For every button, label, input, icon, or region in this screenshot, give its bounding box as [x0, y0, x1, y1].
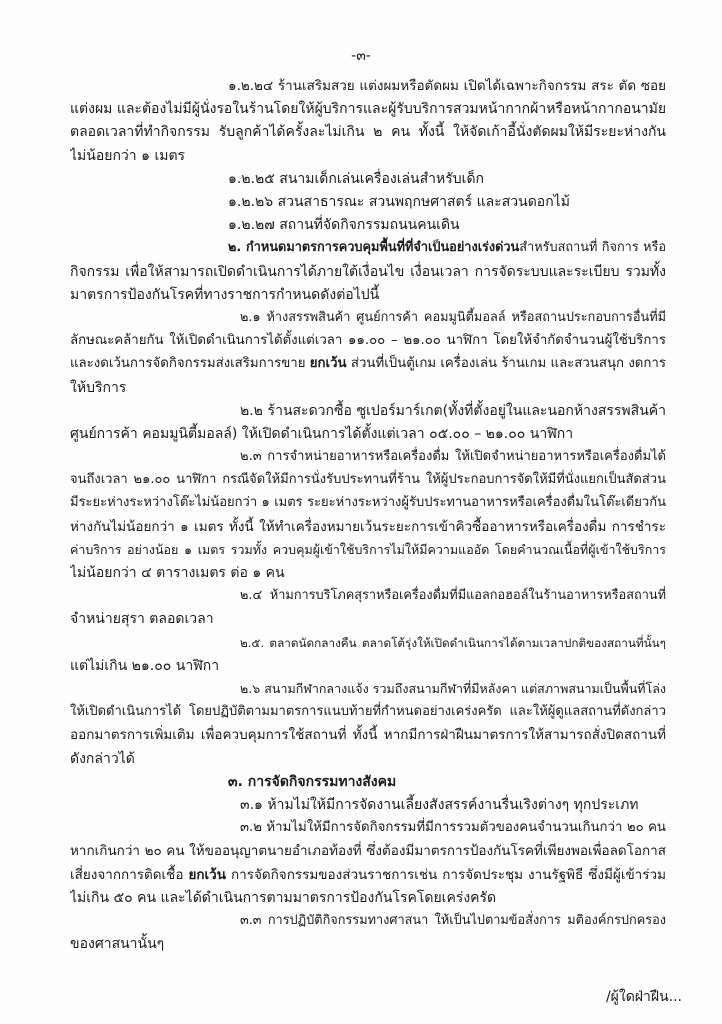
item-2-2-line-1: ๒.๒ ร้านสะดวกซื้อ ซูเปอร์มาร์เกต(ทั้งที่ตั้งอยู่ในและนอกห้างสรรพสินค้า: [240, 403, 666, 419]
clause-2-heading: [228, 236, 666, 260]
item-3-3-line-1: ๓.๓ การปฏิบัติกิจกรรมทางศาสนา ให้เป็นไปตามข้อสั่งการ มติองค์กรปกครอง: [240, 913, 666, 928]
item-2-5-line-1: ๒.๕. ตลาดนัดกลางคืน ตลาดโต้รุ่งให้เปิดดำเนินการได้ตามเวลาปกติของสถานที่นั้นๆ: [240, 636, 666, 650]
item-3-2-line-2: หากเกินกว่า ๒๐ คน ให้ขออนุญาตนายอำเภอท้องที่ ซึ่งต้องมีมาตรการป้องกันโรคที่เพียงพอเพื่อลดโอกาส: [70, 843, 666, 859]
item-3-2-line-4: ไม่เกิน ๕๐ คน และได้ดำเนินการตามมาตรการป้องกันโรคโดยเคร่งครัด: [70, 890, 497, 906]
item-1-2-27: ๑.๒.๒๗ สถานที่จัดกิจกรรมถนนคนเดิน: [228, 217, 460, 233]
item-3-2-except-bold: ยกเว้น: [188, 867, 226, 883]
page-number: -๓-: [351, 48, 371, 64]
item-1-2-26: ๑.๒.๒๖ สวนสาธารณะ สวนพฤกษศาสตร์ และสวนดอกไม้: [228, 194, 570, 210]
item-3-2-line-3-after: การจัดกิจกรรมของส่วนราชการเช่น การจัดประชุม งานรัฐพิธี ซึ่งมีผู้เข้าร่วม: [225, 867, 666, 883]
item-2-1-except-bold: ยกเว้น: [309, 356, 347, 371]
item-2-3-line-3: มีระยะห่างระหว่างโต๊ะไม่น้อยกว่า ๑ เมตร ระยะห่างระหว่างผู้รับประทานอาหารหรือเครื่องดื่มในโต๊ะเดียวกัน: [70, 495, 666, 510]
item-2-6-line-3: ออกมาตรการเพิ่มเติม เพื่อควบคุมการใช้สถานที่ ทั้งนี้ หากมีการฝ่าฝืนมาตรการให้สามารถสั่งปิดสถานที่: [70, 727, 666, 743]
item-1-2-25: ๑.๒.๒๕ สนามเด็กเล่นเครื่องเล่นสำหรับเด็ก: [228, 171, 485, 187]
item-2-3-line-4: ห่างกันไม่น้อยกว่า ๑ เมตร ทั้งนี้ ให้ทำเครื่องหมายเว้นระยะการเข้าคิวซื้ออาหารหรือเครื่องดื่ม การชำระ: [70, 519, 666, 535]
item-2-3-line-5: ค่าบริการ อย่างน้อย ๑ เมตร รวมทั้ง ควบคุมผู้เข้าใช้บริการไม่ให้มีความแออัด โดยคำนวณเนื้อที่ผู้เข้าใช้บริการ: [70, 542, 666, 557]
item-2-3-line-1: ๒.๓ การจำหน่ายอาหารหรือเครื่องดื่ม ให้เปิดจำหน่ายอาหารหรือเครื่องดื่มได้: [240, 449, 666, 464]
clause-3-heading: ๓. การจัดกิจกรรมทางสังคม: [228, 774, 397, 790]
item-2-2-line-2: ศูนย์การค้า คอมมูนิตี้มอลล์) ให้เปิดดำเนินการได้ตั้งแต่เวลา ๐๕.๐๐ – ๒๑.๐๐ นาฬิกา: [70, 426, 574, 442]
item-2-5-line-2: แต่ไม่เกิน ๒๑.๐๐ นาฬิกา: [70, 658, 220, 674]
item-2-6-line-4: ดังกล่าวได้: [70, 751, 135, 767]
item-1-2-24-line-1: ๑.๒.๒๔ ร้านเสริมสวย แต่งผมหรือตัดผม เปิดได้เฉพาะกิจกรรม สระ ตัด ซอย: [228, 78, 666, 94]
item-3-2-line-3: [70, 863, 666, 887]
item-1-2-24-line-2: แต่งผม และต้องไม่มีผู้นั่งรอในร้านโดยให้ผู้บริการและผู้รับบริการสวมหน้ากากผ้าหรือหน้ากากอนามัย: [70, 101, 666, 117]
item-2-4-line-1: ๒.๔ ห้ามการบริโภคสุราหรือเครื่องดื่มที่มีแอลกอฮอล์ในร้านอาหารหรือสถานที่: [240, 588, 666, 603]
item-1-2-24-line-3: ตลอดเวลาที่ทำกิจกรรม รับลูกค้าได้ครั้งละไม่เกิน ๒ คน ทั้งนี้ ให้จัดเก้าอี้นั่งตัดผมให้มีระยะห่างกัน: [70, 124, 666, 140]
item-2-6-line-2: ให้เปิดดำเนินการได้ โดยปฏิบัติตามมาตรการแนบท้ายที่กำหนดอย่างเคร่งครัด และให้ผู้ดูแลสถานที่ดังกล่าว: [70, 704, 666, 719]
item-2-1-line-2: ลักษณะคล้ายกัน ให้เปิดดำเนินการได้ตั้งแต่เวลา ๑๑.๐๐ – ๒๑.๐๐ นาฬิกา โดยให้จำกัดจำนวนผู้ใช้บริการ: [70, 333, 666, 348]
item-3-1-line-1: ๓.๑ ห้ามไม่ให้มีการจัดงานเลี้ยงสังสรรค์งานรื่นเริงต่างๆ ทุกประเภท: [240, 797, 639, 813]
item-2-1-line-1: ๒.๑ ห้างสรรพสินค้า ศูนย์การค้า คอมมูนิตี้มอลล์ หรือสถานประกอบการอื่นที่มี: [240, 310, 666, 325]
continuation-marker: /ผู้ใดฝ่าฝืน...: [605, 989, 682, 1005]
item-3-2-line-3-before: เสี่ยงจากการติดเชื้อ: [70, 867, 189, 883]
clause-2-intro-line-2: มาตรการป้องกันโรคที่ทางราชการกำหนดดังต่อไปนี้: [70, 287, 380, 303]
clause-2-intro-line-1: กิจกรรม เพื่อให้สามารถเปิดดำเนินการได้ภายใต้เงื่อนไข เงื่อนเวลา การจัดระบบและระเบียบ รวมทั้ง: [70, 264, 666, 280]
clause-2-heading-bold: ๒. กำหนดมาตรการควบคุมพื้นที่ที่จำเป็นอย่างเร่งด่วน: [228, 240, 520, 255]
item-2-1-line-4: ให้บริการ: [70, 380, 127, 396]
item-2-1-line-3-after: ส่วนที่เป็นตู้เกม เครื่องเล่น ร้านเกม และสวนสนุก งดการ: [346, 356, 666, 371]
item-2-4-line-2: จำหน่ายสุรา ตลอดเวลา: [70, 611, 214, 627]
item-2-1-line-3: [70, 352, 666, 376]
clause-2-heading-rest: สำหรับสถานที่ กิจการ หรือ: [519, 240, 666, 255]
item-2-1-line-3-before: และงดเว้นการจัดกิจกรรมส่งเสริมการขาย: [70, 356, 310, 371]
item-2-3-line-2: จนถึงเวลา ๒๑.๐๐ นาฬิกา กรณีจัดให้มีการนั่งรับประทานที่ร้าน ให้ผู้ประกอบการจัดให้มีที่นั่งแยกเป็นสัดส่วน: [70, 472, 666, 487]
item-2-6-line-1: ๒.๖ สนามกีฬากลางแจ้ง รวมถึงสนามกีฬาที่มีหลังคา แต่สภาพสนามเป็นพื้นที่โล่ง: [240, 681, 666, 696]
item-1-2-24-line-4: ไม่น้อยกว่า ๑ เมตร: [70, 148, 186, 164]
item-3-2-line-1: ๓.๒ ห้ามไม่ให้มีการจัดกิจกรรมที่มีการรวมตัวของคนจำนวนเกินกว่า ๒๐ คน: [240, 820, 666, 835]
item-3-3-line-2: ของศาสนานั้นๆ: [70, 936, 165, 952]
item-2-3-line-6: ไม่น้อยกว่า ๔ ตารางเมตร ต่อ ๑ คน: [70, 565, 285, 581]
